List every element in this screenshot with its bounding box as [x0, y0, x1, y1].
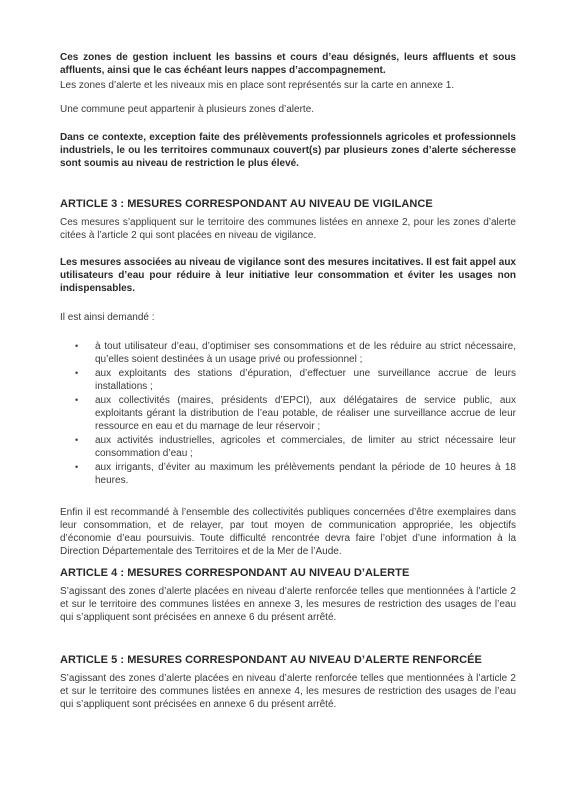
list-item: • aux exploitants des stations d’épuration, d’effectuer une surveillance accrue de leurs installations ; — [75, 368, 516, 392]
intro-paragraph-bold: Ces zones de gestion incluent les bassins et cours d’eau désignés, leurs affluents et sous affluents, ainsi que le cas échéant leurs nappes d’accompagnement. — [60, 52, 516, 76]
article-3-bullet-list — [60, 340, 516, 487]
bullet-icon: • — [75, 368, 79, 378]
intro-paragraph-bold: Dans ce contexte, exception faite des prélèvements professionnels agricoles et professionnels industriels, le ou les territoires communaux couvert(s) par plusieurs zones d’alerte sécheresse sont soumis au niveau de restriction le plus élevé. — [60, 132, 516, 169]
list-item: • aux irrigants, d’éviter au maximum les prélèvements pendant la période de 10 heures à 18 heures. — [75, 462, 516, 486]
article-4-heading: ARTICLE 4 : MESURES CORRESPONDANT AU NIVEAU D’ALERTE — [60, 567, 410, 579]
article-5-paragraph: S’agissant des zones d’alerte placées en niveau d’alerte renforcée telles que mentionnées à l’article 2 et sur le territoire des communes listées en annexe 4, les mesures de restriction des usages de l’eau qui s’appliquent sont précisées en annexe 6 du présent arrêté. — [60, 673, 516, 710]
bullet-icon: • — [75, 462, 79, 472]
document-body — [60, 51, 516, 711]
intro-paragraph: Une commune peut appartenir à plusieurs zones d’alerte. — [60, 104, 315, 115]
article-3-paragraph: Enfin il est recommandé à l’ensemble des collectivités publiques concernées d’être exemplaires dans leur consommation, et de relayer, par tout moyen de communication appropriée, les objectifs d’économie d’eau poursuivis. Toute difficulté rencontrée devra faire l’objet d’une information à la Direction Départementale des Territoires et de la Mer de l’Aude. — [60, 507, 516, 557]
article-4-paragraph: S’agissant des zones d’alerte placées en niveau d’alerte renforcée telles que mentionnées à l’article 2 et sur le territoire des communes listées en annexe 3, les mesures de restriction des usages de l’eau qui s’appliquent sont précisées en annexe 6 du présent arrêté. — [60, 586, 516, 623]
list-item: • aux activités industrielles, agricoles et commerciales, de limiter au strict nécessaire leur consommation d’eau ; — [75, 435, 516, 459]
list-item: • aux collectivités (maires, présidents d’EPCI), aux délégataires de service public, aux exploitants gérant la distribution de l’eau potable, de réaliser une surveillance accrue de leur ressource en eau et du marnage de leur réservoir ; — [75, 395, 516, 432]
bullet-icon: • — [75, 435, 79, 445]
list-item: • à tout utilisateur d’eau, d’optimiser ses consommations et de les réduire au strict nécessaire, qu’elles soient destinées à un usage privé ou professionnel ; — [75, 341, 516, 365]
article-3-heading: ARTICLE 3 : MESURES CORRESPONDANT AU NIVEAU DE VIGILANCE — [60, 198, 433, 210]
article-3-paragraph-bold: Les mesures associées au niveau de vigilance sont des mesures incitatives. Il est fait appel aux utilisateurs d’eau pour réduire à leur initiative leur consommation et éviter les usages non indispensables. — [60, 257, 516, 294]
article-3-paragraph: Ces mesures s’appliquent sur le territoire des communes listées en annexe 2, pour les zones d’alerte citées à l’article 2 qui sont placées en niveau de vigilance. — [60, 217, 516, 241]
bullet-icon: • — [75, 395, 79, 405]
intro-paragraph: Les zones d’alerte et les niveaux mis en place sont représentés sur la carte en annexe 1. — [60, 80, 455, 91]
article-5-heading: ARTICLE 5 : MESURES CORRESPONDANT AU NIVEAU D’ALERTE RENFORCÉE — [60, 654, 482, 666]
article-3-paragraph: Il est ainsi demandé : — [60, 312, 155, 323]
bullet-icon: • — [75, 341, 79, 351]
